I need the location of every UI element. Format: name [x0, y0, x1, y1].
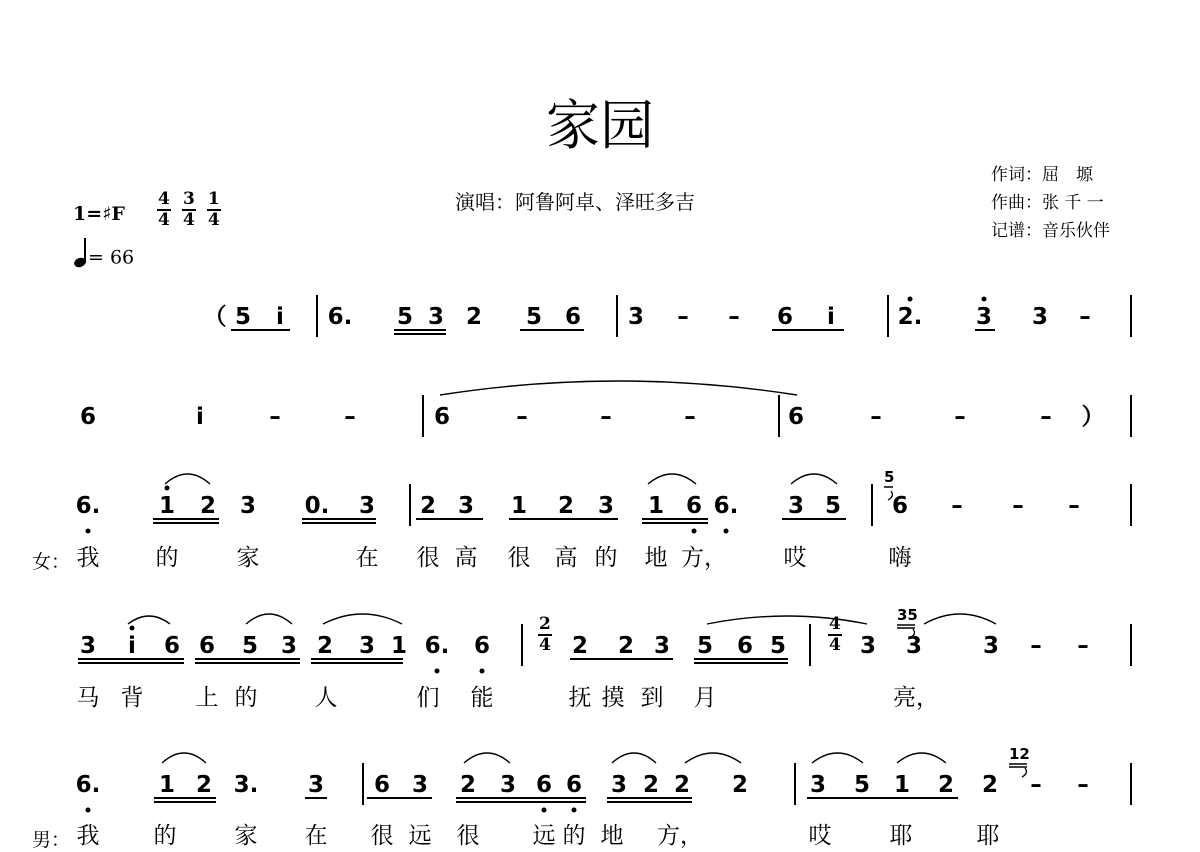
note: 6 [891, 493, 909, 519]
note: 1 [647, 493, 665, 519]
note: 6 [198, 633, 216, 659]
lyric-syllable: 高 [454, 545, 478, 571]
sustain-dash: – [1068, 493, 1080, 519]
lyric-syllable: 家 [236, 545, 260, 571]
lyric-syllable: 的 [155, 545, 179, 571]
lyric-syllable: 到 [640, 685, 664, 711]
note: 6 [565, 772, 583, 798]
note: 1 [390, 633, 408, 659]
sustain-dash: – [1079, 304, 1091, 330]
lyric-syllable: 背 [120, 685, 144, 711]
lyric-syllable: 我 [76, 545, 100, 571]
sustain-dash: – [1030, 633, 1042, 659]
key-signature: 1=♯F [73, 203, 125, 225]
slur-arc [812, 753, 863, 763]
note: 3 [627, 304, 645, 330]
note: 3. [233, 772, 259, 798]
sustain-dash: – [1077, 772, 1089, 798]
composer-credit: 作曲：张 千 一 [991, 193, 1104, 213]
note: 2 [199, 493, 217, 519]
slur-arc [440, 381, 797, 395]
note: 2 [642, 772, 660, 798]
sustain-dash: – [516, 404, 528, 430]
note: 2 [937, 772, 955, 798]
sustain-dash: – [1077, 633, 1089, 659]
sustain-dash: – [1012, 493, 1024, 519]
lyric-syllable: 摸 [601, 685, 625, 711]
note: i [196, 404, 204, 430]
note: 3 [427, 304, 445, 330]
note: 2 [617, 633, 635, 659]
sustain-dash: – [954, 404, 966, 430]
grace-note: 12 [1009, 745, 1030, 763]
slur-arc [791, 474, 837, 484]
octave-dot-above [908, 297, 913, 302]
lyric-syllable: 方， [657, 823, 703, 849]
note: i [128, 633, 136, 659]
lyric-syllable: 月 [693, 685, 717, 711]
time-signature: $\frac{3}{4}$ [182, 189, 195, 230]
lyric-syllable: 马 [76, 685, 100, 711]
note: 5 [396, 304, 414, 330]
time-signature: $\frac{4}{4}$ [158, 189, 170, 230]
time-signature: $\frac{1}{4}$ [207, 189, 220, 230]
note: 5 [696, 633, 714, 659]
note: 3 [905, 633, 923, 659]
note: 3 [787, 493, 805, 519]
slur-arc [165, 474, 210, 484]
lyric-syllable: 人 [314, 685, 338, 711]
note: 2 [673, 772, 691, 798]
lyric-syllable: 很 [416, 545, 440, 571]
note: 3 [358, 493, 376, 519]
lyric-syllable: 我 [76, 823, 100, 849]
meter-change: $\frac{4}{4}$ [829, 614, 841, 655]
note: 6 [685, 493, 703, 519]
note: 6 [776, 304, 794, 330]
note: 2. [897, 304, 923, 330]
lyric-syllable: 远 [532, 823, 556, 849]
note: 2 [571, 633, 589, 659]
lyric-syllable: 在 [304, 823, 328, 849]
sustain-dash: – [951, 493, 963, 519]
note: 5 [853, 772, 871, 798]
octave-dot-below [86, 808, 91, 813]
slur-arc [685, 753, 741, 763]
note: 3 [1031, 304, 1049, 330]
lyric-syllable: 耶 [889, 823, 913, 849]
parenthesis: ） [1081, 404, 1105, 430]
parenthesis: （ [203, 304, 227, 330]
note: 1 [510, 493, 528, 519]
note: 3 [982, 633, 1000, 659]
lyric-syllable: 很 [507, 545, 531, 571]
note: 2 [731, 772, 749, 798]
note: 3 [610, 772, 628, 798]
note: 2 [557, 493, 575, 519]
lyric-syllable: 能 [470, 685, 494, 711]
note: 0. [304, 493, 330, 519]
voice-label: 男： [32, 829, 71, 851]
lyric-syllable: 高 [554, 545, 578, 571]
note: 3 [358, 633, 376, 659]
lyric-syllable: 家 [234, 823, 258, 849]
note: 6 [373, 772, 391, 798]
note: 6. [327, 304, 353, 330]
sustain-dash: – [677, 304, 689, 330]
note: 6. [424, 633, 450, 659]
sustain-dash: – [870, 404, 882, 430]
octave-dot-above [130, 626, 135, 631]
note: 3 [239, 493, 257, 519]
note: i [827, 304, 835, 330]
note: 2 [195, 772, 213, 798]
slur-arc [128, 616, 170, 624]
performer-credit: 演唱：阿鲁阿卓、泽旺多吉 [455, 190, 695, 214]
lyric-syllable: 远 [408, 823, 432, 849]
note: 2 [459, 772, 477, 798]
octave-dot-below [542, 808, 547, 813]
grace-note: 5 [884, 468, 895, 486]
note: 1 [158, 493, 176, 519]
lyric-syllable: 哎 [808, 823, 832, 849]
voice-label: 女： [32, 551, 71, 573]
slur-arc [648, 474, 696, 484]
lyric-syllable: 的 [562, 823, 586, 849]
note: i [276, 304, 284, 330]
note: 5 [769, 633, 787, 659]
note: 3 [280, 633, 298, 659]
grace-note: 35 [897, 606, 918, 624]
meter-change: $\frac{2}{4}$ [539, 614, 551, 655]
note: 3 [859, 633, 877, 659]
octave-dot-below [435, 669, 440, 674]
tempo-marking: = 66 [74, 246, 134, 271]
sustain-dash: – [1040, 404, 1052, 430]
note: 6 [473, 633, 491, 659]
slur-arc [707, 616, 867, 624]
note: 3 [975, 304, 993, 330]
lyric-syllable: 地 [644, 545, 668, 571]
note: 3 [79, 633, 97, 659]
note: 2 [419, 493, 437, 519]
slur-arc [924, 614, 996, 624]
octave-dot-above [165, 486, 170, 491]
lyric-syllable: 地 [600, 823, 624, 849]
note: 6 [433, 404, 451, 430]
note: 5 [525, 304, 543, 330]
lyric-syllable: 亮， [893, 685, 939, 711]
slur-arc [162, 753, 206, 763]
note: 3 [653, 633, 671, 659]
note: 3 [597, 493, 615, 519]
lyric-syllable: 在 [355, 545, 379, 571]
note: 5 [234, 304, 252, 330]
note: 3 [307, 772, 325, 798]
lyric-syllable: 方， [681, 545, 727, 571]
note: 2 [981, 772, 999, 798]
note: 2 [316, 633, 334, 659]
note: 6. [75, 493, 101, 519]
sustain-dash: – [684, 404, 696, 430]
note: 6 [535, 772, 553, 798]
slur-arc [612, 753, 656, 763]
lyric-syllable: 抚 [568, 685, 592, 711]
lyric-syllable: 们 [416, 685, 440, 711]
octave-dot-below [724, 529, 729, 534]
sustain-dash: – [1030, 772, 1042, 798]
note: 3 [809, 772, 827, 798]
note: 6 [564, 304, 582, 330]
lyric-syllable: 的 [234, 685, 258, 711]
sustain-dash: – [600, 404, 612, 430]
lyric-syllable: 的 [153, 823, 177, 849]
note: 5 [241, 633, 259, 659]
note: 6 [736, 633, 754, 659]
lyricist-credit: 作词：屈 塬 [991, 165, 1093, 185]
slur-arc [323, 614, 402, 624]
grace-hook [1022, 768, 1026, 777]
time-signatures [157, 191, 221, 229]
song-title: 家园 [546, 94, 654, 157]
lyric-syllable: 很 [456, 823, 480, 849]
lyric-syllable: 的 [594, 545, 618, 571]
octave-dot-below [692, 529, 697, 534]
slur-arc [246, 614, 292, 624]
lyric-syllable: 耶 [976, 823, 1000, 849]
note: 6 [79, 404, 97, 430]
note: 6 [787, 404, 805, 430]
sustain-dash: – [344, 404, 356, 430]
note: 5 [824, 493, 842, 519]
octave-dot-below [86, 529, 91, 534]
note: 6 [163, 633, 181, 659]
octave-dot-below [572, 808, 577, 813]
lyric-syllable: 哎 [783, 545, 807, 571]
lyric-syllable: 上 [195, 685, 219, 711]
note: 1 [893, 772, 911, 798]
transcriber-credit: 记谱：音乐伙伴 [991, 221, 1110, 241]
note: 6. [713, 493, 739, 519]
note: 1 [158, 772, 176, 798]
slur-arc [897, 753, 946, 763]
note: 3 [457, 493, 475, 519]
octave-dot-below [480, 669, 485, 674]
sustain-dash: – [728, 304, 740, 330]
note: 3 [499, 772, 517, 798]
note: 3 [411, 772, 429, 798]
octave-dot-above [982, 297, 987, 302]
lyric-syllable: 嗨 [888, 545, 912, 571]
note: 2 [465, 304, 483, 330]
note: 6. [75, 772, 101, 798]
slur-arc [464, 753, 510, 763]
sustain-dash: – [269, 404, 281, 430]
lyric-syllable: 很 [370, 823, 394, 849]
